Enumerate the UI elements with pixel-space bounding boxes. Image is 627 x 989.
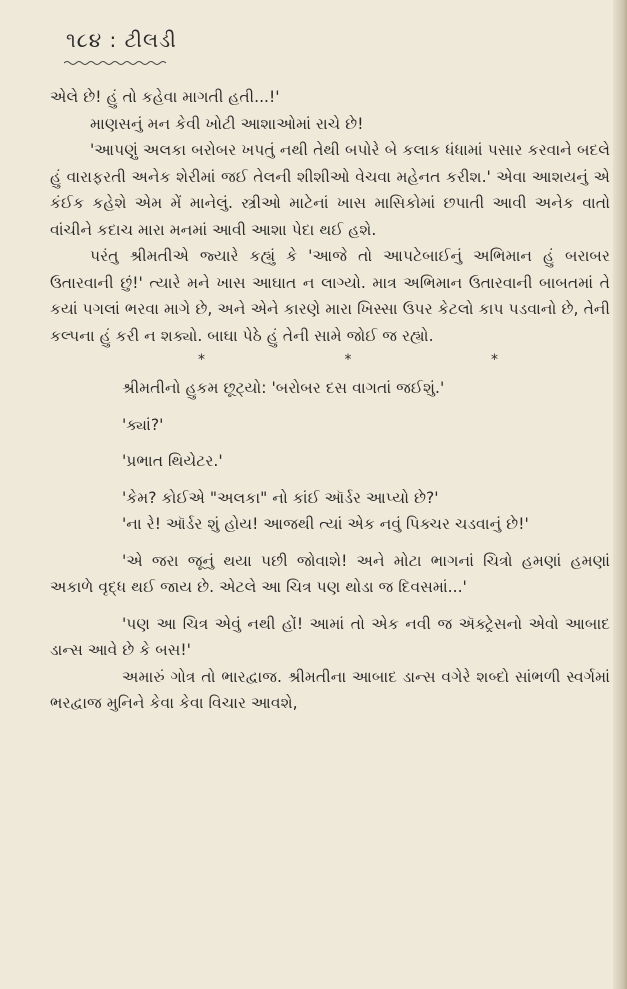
separator-star: * <box>344 352 352 368</box>
separator-star: * <box>491 352 498 368</box>
dialogue-line: 'પણ આ ચિત્ર એવું નથી હોં! આમાં તો એક નવી જ ઍક્ટ્રેસનો એવો આબાદ ડાન્સ આવે છે કે બસ!' <box>50 614 610 659</box>
paragraph: માણસનું મન કેવી ખોટી આશાઓમાં રાચે છે! <box>90 114 364 133</box>
dialogue-line: 'ના રે! ઑર્ડર શું હોય! આજથી ત્યાં એક નવું પિક્ચર ચડવાનું છે!' <box>122 515 529 533</box>
dialogue-line: 'ક્યાં?' <box>122 415 164 434</box>
separator-star: * <box>198 352 205 368</box>
running-head: ૧૮૪ : ટીલડી <box>66 28 177 52</box>
section-separator <box>198 351 498 369</box>
page-edge-shadow <box>613 0 627 989</box>
dialogue-line: શ્રીમતીનો હુકમ છૂટ્યો: 'બરોબર દસ વાગતાં જઈશું.' <box>122 379 445 397</box>
paragraph: 'આપણું અલકા બરોબર ખપતું નથી તેથી બપોરે બે કલાક ધંધામાં પસાર કરવાને બદલે હું વારાફરતી અનેક શેરીમાં જઈ તેલની શીશીઓ વેચવા મહેનત કરીશ.' એવા આશયનું એ કંઈક કહેશે એમ મેં માનેલું. સ્ત્રીઓ માટેનાં ખાસ માસિકોમાં છપાતી આવી અનેક વાતો વાંચીને કદાચ મારા મનમાં આવી આશા પેદા થઈ હશે. <box>50 141 610 239</box>
header-wavy-rule <box>64 60 168 66</box>
dialogue-line: 'કેમ? કોઈએ "અલકા" નો કાંઈ ઑર્ડર આપ્યો છે?' <box>122 488 439 507</box>
paragraph: એલે છે! હું તો કહેવા માગતી હતી...!' <box>50 88 280 106</box>
paragraph: પરંતુ શ્રીમતીએ જ્યારે કહ્યું કે 'આજે તો આપટેબાઈનું અભિમાન હું બરાબર ઉતારવાની છું!' ત્યારે મને ખાસ આઘાત ન લાગ્યો. માત્ર અભિમાન ઉતારવાની બાબતમાં તે કયાં પગલાં ભરવા માગે છે, અને એને કારણે મારા ખિસ્સા ઉપર કેટલો કાપ પડવાનો છે, તેની કલ્પના હું કરી ન શક્યો. બાઘા પેઠે હું તેની સામે જોઈ જ રહ્યો. <box>50 247 610 345</box>
dialogue-line: 'પ્રભાત થિયેટર.' <box>122 452 223 470</box>
dialogue-line: 'એ જરા જૂનું થયા પછી જોવાશે! અને મોટા ભાગનાં ચિત્રો હમણાં હમણાં અકાળે વૃદ્ધ થઈ જાય છે. એટલે આ ચિત્ર પણ થોડા જ દિવસમાં...' <box>50 551 610 596</box>
page-header <box>66 28 177 52</box>
paragraph: અમારું ગોત્ર તો ભારદ્વાજ. શ્રીમતીના આબાદ ડાન્સ વગેરે શબ્દો સાંભળી સ્વર્ગમાં ભરદ્વાજ મુનિને કેવા કેવા વિચાર આવશે, <box>50 667 610 712</box>
page-body <box>50 84 610 717</box>
